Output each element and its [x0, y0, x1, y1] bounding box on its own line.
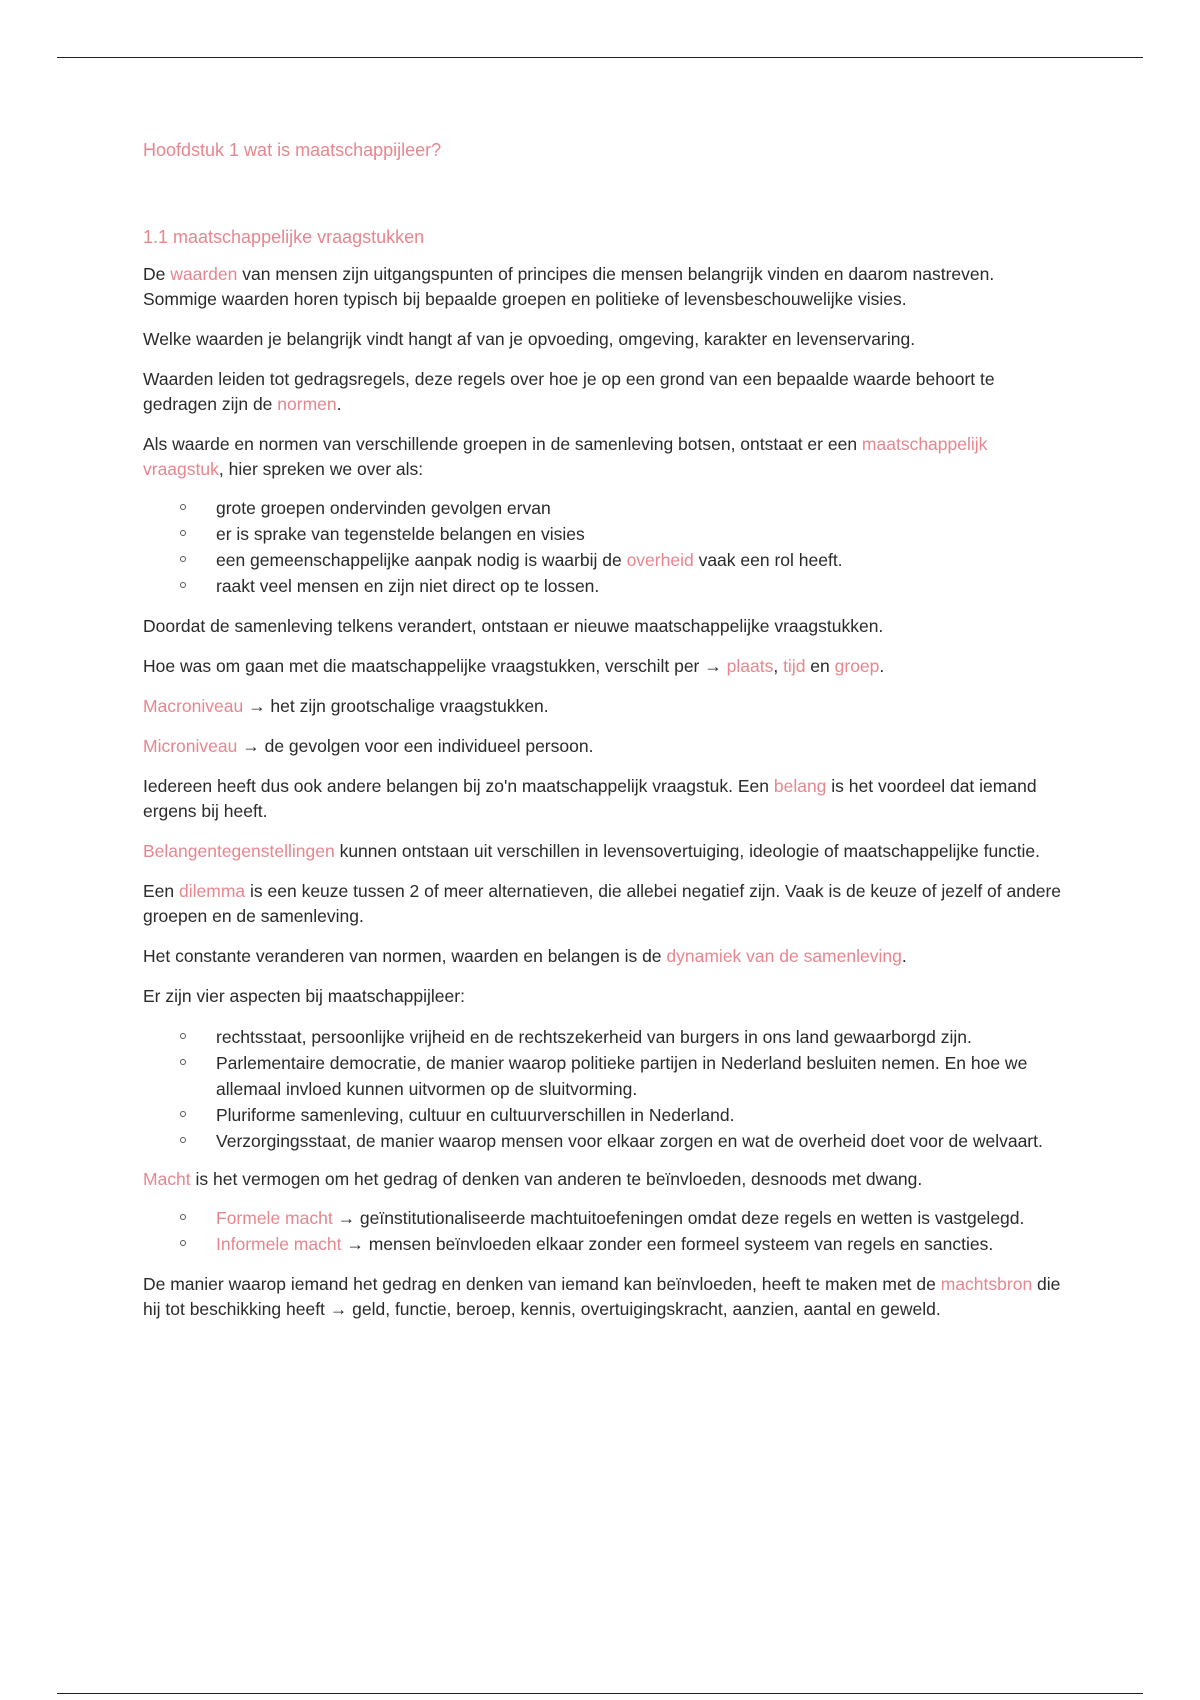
term-dilemma: dilemma	[179, 881, 246, 901]
bullet-icon	[180, 1059, 186, 1065]
header-rule	[57, 57, 1143, 58]
paragraph-nieuwe-vraagstukken: Doordat de samenleving telkens verandert, ontstaan er nieuwe maatschappelijke vraagstukken.	[143, 616, 884, 636]
paragraph-machtsbron: De manier waarop iemand het gedrag en denken van iemand kan beïnvloeden, heeft te maken met de machtsbron die hij tot beschikking heeft → geld, functie, beroep, kennis, overtuigingskracht, aanzien, aantal en geweld.	[143, 1274, 1061, 1319]
bullet-icon	[180, 556, 186, 562]
term-formele-macht: Formele macht	[216, 1208, 333, 1228]
term-tijd: tijd	[783, 656, 806, 676]
list-item: rechtsstaat, persoonlijke vrijheid en de rechtszekerheid van burgers in ons land gewaarborgd zijn.	[143, 1024, 1063, 1050]
aspecten-list	[143, 1024, 1063, 1154]
paragraph-vier-aspecten: Er zijn vier aspecten bij maatschappijleer:	[143, 986, 465, 1006]
term-normen: normen	[277, 394, 337, 414]
list-item: Verzorgingsstaat, de manier waarop mensen voor elkaar zorgen en wat de overheid doet voor de welvaart.	[143, 1128, 1063, 1154]
term-informele-macht: Informele macht	[216, 1234, 342, 1254]
bullet-icon	[180, 1214, 186, 1220]
bullet-icon	[180, 1111, 186, 1117]
bullet-icon	[180, 1033, 186, 1039]
paragraph-belangentegenstellingen: Belangentegenstellingen kunnen ontstaan uit verschillen in levensovertuiging, ideologie of maatschappelijke functie.	[143, 841, 1041, 861]
term-belangentegenstellingen: Belangentegenstellingen	[143, 841, 335, 861]
paragraph-macht: Macht is het vermogen om het gedrag of denken van anderen te beïnvloeden, desnoods met dwang.	[143, 1169, 923, 1189]
paragraph-vraagstuk: Als waarde en normen van verschillende groepen in de samenleving botsen, ontstaat er een maatschappelijk vraagstuk, hier spreken we over als:	[143, 434, 988, 479]
term-machtsbron: machtsbron	[940, 1274, 1033, 1294]
list-item: Parlementaire democratie, de manier waarop politieke partijen in Nederland besluiten nemen. En hoe we allemaal invloed kunnen uitvormen op de sluitvorming.	[143, 1050, 1063, 1102]
list-item: Pluriforme samenleving, cultuur en cultuurverschillen in Nederland.	[143, 1102, 1063, 1128]
term-waarden: waarden	[170, 264, 238, 284]
term-microniveau: Microniveau	[143, 736, 238, 756]
footer-rule	[57, 1693, 1143, 1694]
section-heading: 1.1 maatschappelijke vraagstukken	[143, 227, 425, 247]
term-dynamiek: dynamiek van de samenleving	[666, 946, 902, 966]
term-groep: groep	[834, 656, 880, 676]
paragraph-waarden: De waarden van mensen zijn uitgangspunten of principes die mensen belangrijk vinden en daarom nastreven. Sommige waarden horen typisch bij bepaalde groepen en politieke of levensbeschouwelijke visies.	[143, 264, 995, 309]
list-item: grote groepen ondervinden gevolgen ervan	[143, 495, 1063, 521]
term-overheid: overheid	[626, 550, 694, 570]
list-item: Informele macht → mensen beïnvloeden elkaar zonder een formeel systeem van regels en sancties.	[143, 1231, 1063, 1257]
macht-list	[143, 1205, 1063, 1257]
paragraph-belang: Iedereen heeft dus ook andere belangen bij zo'n maatschappelijk vraagstuk. Een belang is het voordeel dat iemand ergens bij heeft.	[143, 776, 1037, 821]
term-macht: Macht	[143, 1169, 191, 1189]
bullet-icon	[180, 582, 186, 588]
paragraph-dilemma: Een dilemma is een keuze tussen 2 of meer alternatieven, die allebei negatief zijn. Vaak is de keuze of jezelf of andere groepen en de samenleving.	[143, 881, 1062, 926]
list-item: Formele macht → geïnstitutionaliseerde machtuitoefeningen omdat deze regels en wetten is vastgelegd.	[143, 1205, 1063, 1231]
chapter-title: Hoofdstuk 1 wat is maatschappijleer?	[143, 140, 442, 160]
vraagstuk-criteria-list	[143, 495, 1063, 599]
document-page	[143, 138, 1063, 1322]
paragraph-opvoeding: Welke waarden je belangrijk vindt hangt af van je opvoeding, omgeving, karakter en levenservaring.	[143, 329, 916, 349]
bullet-icon	[180, 1137, 186, 1143]
list-item: raakt veel mensen en zijn niet direct op te lossen.	[143, 573, 1063, 599]
term-belang: belang	[773, 776, 827, 796]
term-macroniveau: Macroniveau	[143, 696, 244, 716]
term-plaats: plaats	[726, 656, 774, 676]
paragraph-macroniveau: Macroniveau → het zijn grootschalige vraagstukken.	[143, 696, 549, 716]
paragraph-normen: Waarden leiden tot gedragsregels, deze regels over hoe je op een grond van een bepaalde waarde behoort te gedragen zijn de normen.	[143, 369, 995, 414]
list-item: er is sprake van tegenstelde belangen en visies	[143, 521, 1063, 547]
paragraph-microniveau: Microniveau → de gevolgen voor een individueel persoon.	[143, 736, 594, 756]
bullet-icon	[180, 504, 186, 510]
paragraph-plaats-tijd-groep: Hoe was om gaan met die maatschappelijke vraagstukken, verschilt per → plaats, tijd en groep.	[143, 656, 885, 676]
term-maatschappelijk-vraagstuk: maatschappelijk vraagstuk	[143, 434, 988, 479]
list-item: een gemeenschappelijke aanpak nodig is waarbij de overheid vaak een rol heeft.	[143, 547, 1063, 573]
bullet-icon	[180, 1240, 186, 1246]
bullet-icon	[180, 530, 186, 536]
paragraph-dynamiek: Het constante veranderen van normen, waarden en belangen is de dynamiek van de samenleving.	[143, 946, 907, 966]
